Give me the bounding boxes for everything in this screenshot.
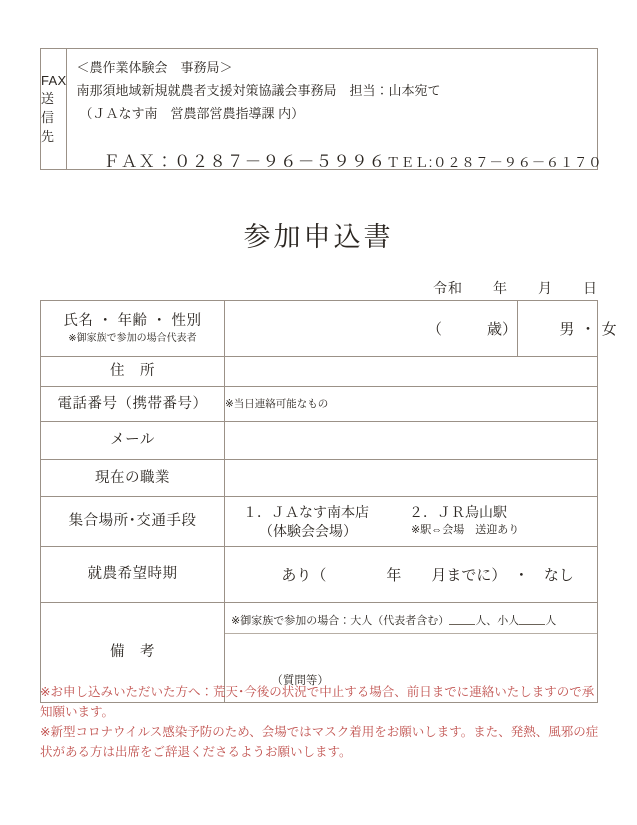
row-label-name-subnote: ※御家族で参加の場合代表者 xyxy=(68,332,197,344)
meeting-option-2-note: ※駅⇔会場 送迎あり xyxy=(411,523,520,536)
remarks-family-count-note[interactable] xyxy=(225,606,597,634)
table-row-name xyxy=(41,301,598,357)
meeting-option-2-title: ２．ＪＲ烏山駅 xyxy=(409,503,507,520)
meeting-option-1[interactable] xyxy=(243,503,369,541)
row-label-name xyxy=(41,301,225,357)
field-name-age[interactable] xyxy=(225,301,518,357)
tel-number: ＴＥＬ:０２８７－９６－６１７０ xyxy=(386,155,603,170)
footer-notes xyxy=(40,682,603,762)
fax-header-label-cell xyxy=(41,49,67,169)
page-title: 参加申込書 xyxy=(243,222,394,252)
remarks-note-prefix: ※御家族で参加の場合：大人（代表者含む） xyxy=(231,614,450,627)
fax-header-body-cell xyxy=(67,49,602,169)
table-row-mail xyxy=(41,422,598,460)
age-placeholder: （ 歳） xyxy=(426,321,517,338)
table-row-phone xyxy=(41,387,598,422)
remarks-note-mid: 人、小人 xyxy=(475,614,520,627)
row-label-phone: 電話番号（携帯番号） xyxy=(41,387,225,422)
meeting-option-2[interactable] xyxy=(409,503,519,541)
fax-header-line-council: 南那須地域新規就農者支援対策協議会事務局 担当：山本宛て xyxy=(76,83,441,98)
application-form-table xyxy=(40,300,618,703)
row-label-farming-period: 就農希望時期 xyxy=(41,547,225,603)
remarks-placeholder: （質問等） xyxy=(271,674,329,687)
fax-header-label: FAX送信先 xyxy=(41,73,67,144)
field-sex[interactable] xyxy=(518,301,618,357)
field-job[interactable] xyxy=(225,460,598,497)
sex-options: 男 ・ 女 xyxy=(559,321,618,338)
row-label-mail: メール xyxy=(41,422,225,460)
meeting-option-1-title: １．ＪＡなす南本店 xyxy=(243,503,369,520)
field-phone[interactable] xyxy=(225,387,598,422)
row-label-address: 住 所 xyxy=(41,357,225,387)
table-row-address xyxy=(41,357,598,387)
farming-period-options: あり（ 年 月までに） ・ なし xyxy=(281,567,574,584)
footer-note-weather: ※お申し込みいただいた方へ：荒天･今後の状況で中止する場合、前日までに連絡いたしますので承知願います。 xyxy=(40,685,595,719)
meeting-options xyxy=(225,503,597,541)
row-label-job: 現在の職業 xyxy=(41,460,225,497)
table-row-job xyxy=(41,460,598,497)
footer-note-covid: ※新型コロナウイルス感染予防のため、会場ではマスク着用をお願いします。また、発熱、風邪の症状がある方は出席をご辞退くださるようお願いします。 xyxy=(40,725,599,759)
row-label-name-text: 氏名 ・ 年齢 ・ 性別 xyxy=(63,312,202,329)
fax-header-contact-numbers xyxy=(76,134,602,191)
child-count-blank[interactable] xyxy=(519,612,545,625)
meeting-option-1-note: （体験会会場） xyxy=(259,522,357,539)
field-farming-period[interactable] xyxy=(225,547,598,603)
field-address[interactable] xyxy=(225,357,598,387)
remarks-note-suffix: 人 xyxy=(545,614,557,627)
fax-number: ＦＡＸ：０２８７－９６－５９９６ xyxy=(103,153,387,171)
table-row-meeting xyxy=(41,497,598,547)
field-meeting-place[interactable] xyxy=(225,497,598,547)
row-label-meeting: 集合場所･交通手段 xyxy=(41,497,225,547)
field-mail[interactable] xyxy=(225,422,598,460)
phone-note: ※当日連絡可能なもの xyxy=(225,398,329,410)
date-line: 令和 年 月 日 xyxy=(433,280,598,296)
fax-header-line-office: ＜農作業体験会 事務局＞ xyxy=(76,60,233,75)
table-row-farming-period xyxy=(41,547,598,603)
adult-count-blank[interactable] xyxy=(449,612,475,625)
fax-header-box xyxy=(40,48,603,171)
fax-header-line-department: （ＪＡなす南 営農部営農指導課 内） xyxy=(79,106,305,121)
row-label-remarks: 備 考 xyxy=(41,603,225,703)
